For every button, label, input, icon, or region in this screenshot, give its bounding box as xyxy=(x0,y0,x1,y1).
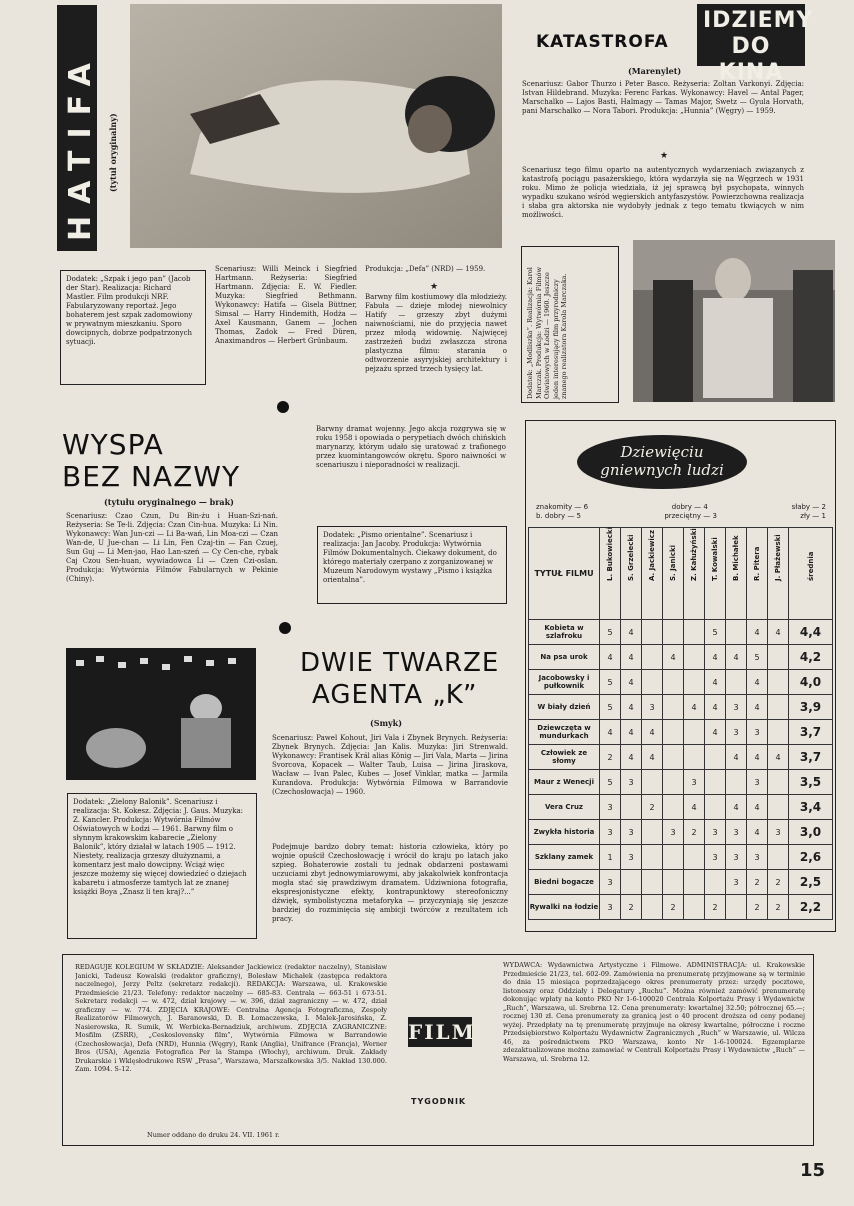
film-logo-subtitle: TYGODNIK xyxy=(411,1097,467,1106)
score-cell xyxy=(684,745,705,770)
hatifa-review: Barwny film kostiumowy dla młodzieży. Fabuła — dzieje młodej niewolnicy Hatify — grzeszy zbyt dużymi naiwnościami, nie do przyjęcia nawet przez młodą widownię. Najwięcej zastrzeżeń budzi zwłaszcza strona plastyczna filmu: starania o odtworzenie asyryjskiej architektury i pejzażu sprzed trzech tysięcy lat. xyxy=(365,293,507,373)
score-cell xyxy=(684,845,705,870)
score-cell: 4 xyxy=(726,795,747,820)
dwie-photo-image xyxy=(66,648,256,780)
star-divider: ★ xyxy=(660,151,669,161)
ratings-row xyxy=(529,895,833,920)
wyspa-credits: Scenariusz: Czao Czun, Du Bin-żu i Huan-Szi-nań. Reżyseria: Se Te-li. Zdjęcia: Czan Cin-hua. Muzyka: Li Nin. Wykonawcy: Wan Jun-czi — Li Ba-wań, Lin Moa-czi — Czan Wan-de, U Jue-chan — Li Lin, Fen Czaj-tin — Fan Czuej, Sun Guj — Li Men-jao, Hao Lan-szeń — Cy Cen-che, rybak Caj Czou Sen-huan, wywiadowca Li — Czen Czi-oslan. Produkcja: Wytwórnia Filmów Fabularnych w Pekinie (Chiny). xyxy=(66,512,278,583)
score-cell: 2 xyxy=(663,895,684,920)
score-cell: 3 xyxy=(705,845,726,870)
score-cell: 3 xyxy=(768,820,789,845)
hatifa-photo-image xyxy=(130,4,502,248)
film-title: Maur z Wenecji xyxy=(529,770,600,795)
score-cell: 3 xyxy=(726,720,747,745)
average-score: 3,7 xyxy=(789,720,833,745)
score-cell: 4 xyxy=(768,620,789,645)
dwie-review: Podejmuje bardzo dobry temat: historia człowieka, który po wojnie opuścił Czechosłowację i wrócił do kraju po latach jako szpieg. Bohaterowie zostali tu jednak obdarzeni postawami uczuciami zbyt jednowymiarowymi, aby jakakolwiek konfrontacja mogła stać się prawdziwym dramatem. Udziwniona fotografia, ekspresjonistyczne efekty, kontrapunktowy stereofoniczny dźwięk, symbolistyczna metaforyka — przyczyniają się jeszcze bardziej do rozminięcia się ambicji twórców z rezultatem ich pracy. xyxy=(272,843,508,923)
score-cell: 3 xyxy=(642,695,663,720)
score-cell: 3 xyxy=(600,820,621,845)
score-cell: 3 xyxy=(621,845,642,870)
score-cell: 4 xyxy=(747,695,768,720)
score-cell: 4 xyxy=(600,720,621,745)
score-cell xyxy=(642,620,663,645)
score-cell: 4 xyxy=(663,645,684,670)
wyspa-title-line1: WYSPA xyxy=(62,428,164,461)
score-cell: 4 xyxy=(621,720,642,745)
film-title: Kobieta w szlafroku xyxy=(529,620,600,645)
ratings-row xyxy=(529,770,833,795)
ratings-row xyxy=(529,720,833,745)
ratings-row xyxy=(529,820,833,845)
score-cell xyxy=(642,770,663,795)
average-score: 3,5 xyxy=(789,770,833,795)
score-cell: 4 xyxy=(621,620,642,645)
wyspa-title-line2: BEZ NAZWY xyxy=(62,460,241,493)
wyspa-addon: Dodatek: „Pismo orientalne”. Scenariusz i realizacja: Jan Jacoby. Produkcja: Wytwórnia Filmów Dokumentalnych. Ciekawy dokument, do którego materiały czerpano z zorganizowanej w Muzeum Narodowym wystawy „Pismo i książka orientalna”. xyxy=(317,526,507,604)
score-cell: 4 xyxy=(621,645,642,670)
score-cell xyxy=(642,895,663,920)
score-cell: 2 xyxy=(768,870,789,895)
dwie-original: (Smyk) xyxy=(370,718,403,728)
ratings-row xyxy=(529,795,833,820)
score-cell xyxy=(726,895,747,920)
bullet-dot xyxy=(277,401,289,413)
badge-text: IDZIEMY DO KINA xyxy=(703,8,814,85)
score-cell: 4 xyxy=(705,670,726,695)
score-cell xyxy=(684,645,705,670)
critic-header: S. Janicki xyxy=(663,528,684,620)
score-cell: 4 xyxy=(705,645,726,670)
katastrofa-photo-image xyxy=(633,240,835,402)
score-cell: 2 xyxy=(621,895,642,920)
katastrofa-original: (Marenylet) xyxy=(628,66,682,76)
ratings-row xyxy=(529,695,833,720)
average-score: 4,2 xyxy=(789,645,833,670)
score-cell: 2 xyxy=(768,895,789,920)
ratings-row xyxy=(529,870,833,895)
score-cell: 3 xyxy=(747,770,768,795)
katastrofa-review: Scenariusz tego filmu oparto na autentycznych wydarzeniach związanych z katastrofą pociągu pasażerskiego, która wydarzyła się na Węgrzech w 1931 roku. Mimo że policja wiedziała, iż jej sprawcą był psychopata, winnych wypadku szukano wśród węgierskich antyfaszystów. Powierzchowna realizacja i słaba gra aktorska nie wydobyły jednak z tego tematu tkwiących w nim możliwości. xyxy=(522,166,804,219)
wyspa-original: (tytułu oryginalnego — brak) xyxy=(104,497,234,507)
score-cell xyxy=(705,795,726,820)
hatifa-title: HATIFA xyxy=(63,51,98,241)
score-cell: 3 xyxy=(726,870,747,895)
dwie-title-line1: DWIE TWARZE xyxy=(300,648,500,678)
critic-header: Z. Kałużyński xyxy=(684,528,705,620)
ratings-row xyxy=(529,670,833,695)
critic-header: T. Kowalski xyxy=(705,528,726,620)
average-score: 3,7 xyxy=(789,745,833,770)
score-cell: 3 xyxy=(726,695,747,720)
bullet-dot xyxy=(279,622,291,634)
score-cell: 2 xyxy=(747,895,768,920)
score-cell xyxy=(642,670,663,695)
katastrofa-addon: Dodatek: „Modliszka”. Realizacja: Karol Marczak. Produkcja: Wytwórnia Filmów Oświatowych w Łodzi — 1960. Jeszcze jeden interesujący film przyrodniczy znanego realizatora Karola Marczaka. xyxy=(526,266,568,399)
wyspa-review: Barwny dramat wojenny. Jego akcja rozgrywa się w roku 1958 i opowiada o perypetiach dwóch chińskich marynarzy, którym udało się uratować z trafionego przez kuomintangowców okrętu. Sporo naiwności w scenariuszu i nieporadności w realizacji. xyxy=(316,425,506,469)
score-cell xyxy=(726,770,747,795)
score-cell xyxy=(768,795,789,820)
score-cell xyxy=(663,670,684,695)
score-cell: 5 xyxy=(600,770,621,795)
dwie-photo xyxy=(66,648,256,780)
score-cell: 5 xyxy=(747,645,768,670)
score-cell: 1 xyxy=(600,845,621,870)
average-score: 3,0 xyxy=(789,820,833,845)
dwie-title-line2: AGENTA „K” xyxy=(312,680,478,710)
average-score: 2,6 xyxy=(789,845,833,870)
score-cell: 4 xyxy=(684,695,705,720)
film-title: Biedni bogacze xyxy=(529,870,600,895)
footer-left: REDAGUJE KOLEGIUM W SKŁADZIE: Aleksander Jackiewicz (redaktor naczelny), Stanisław Janicki, Tadeusz Kowalski (redaktor graficzny), Bolesław Michałek (zastępca redaktora naczelnego), Jerzy Peltz (sekretarz redakcji). REDAKCJA: Warszawa, ul. Krakowskie Przedmieście 21/23. Telefony: redaktor naczelny — 685-83. Centrala — 663-51 i 673-51. Sekretarz redakcji — w. 472, dział krajowy — w. 396, dział zagraniczny — w. 472, dział graficzny — w. 774. ZDJĘCIA KRAJOWE: Centralna Agencja Fotograficzna, Zespoły Realizatorów Filmowych, J. Baranowski, D. B. Łomaczewska, I. Malek-Jarosińska, Z. Nasierowska, R. Sumik, W. Werbicka-Bernadziuk, archiwum. ZDJĘCIA ZAGRANICZNE: Mosfilm (ZSRR), „Ceskoslovensky film”, Wytwórnia Filmowa w Barrandowie (Czechosłowacja), Defa (NRD), Hunnia (Węgry), Rank (Anglia), Unifrance (Francja), Werner Bros (USA), Agenzia Fotografica Per la Stampa (Włochy), archiwum. Druk. Zakłady Drukarskie i Wklęsłodrukowe RSW „Prasa”, Warszawa, Marszałkowska 3/5. Nakład 130.000. Zam. 1094. S-12. xyxy=(75,963,387,1073)
score-cell: 4 xyxy=(726,745,747,770)
hatifa-subtitle: (tytuł oryginalny) xyxy=(108,113,118,192)
hatifa-title-bar xyxy=(57,5,97,251)
hatifa-photo xyxy=(130,4,502,248)
ratings-title-line1: Dziewięciu xyxy=(620,443,704,461)
legend-item: przeciętny — 3 xyxy=(664,512,717,520)
score-cell xyxy=(768,670,789,695)
score-cell: 3 xyxy=(726,820,747,845)
score-cell: 4 xyxy=(747,820,768,845)
ratings-row xyxy=(529,745,833,770)
idziemy-do-kina-badge xyxy=(697,4,814,85)
score-cell: 3 xyxy=(621,820,642,845)
film-title: Człowiek ze słomy xyxy=(529,745,600,770)
hatifa-production: Produkcja: „Defa” (NRD) — 1959. xyxy=(365,265,486,273)
score-cell xyxy=(663,695,684,720)
score-cell: 2 xyxy=(642,795,663,820)
score-cell xyxy=(726,620,747,645)
legend-item: zły — 1 xyxy=(800,512,826,520)
film-title: Szklany zamek xyxy=(529,845,600,870)
score-cell xyxy=(768,720,789,745)
score-cell: 4 xyxy=(621,745,642,770)
score-cell: 4 xyxy=(768,745,789,770)
film-logo xyxy=(408,1017,476,1047)
ratings-panel xyxy=(525,420,836,932)
score-cell xyxy=(726,670,747,695)
ratings-legend xyxy=(536,503,826,521)
film-title: Rywalki na łodzie xyxy=(529,895,600,920)
legend-item: b. dobry — 5 xyxy=(536,512,582,520)
col-avg-header: średnia xyxy=(789,528,833,620)
critic-header: J. Płażewski xyxy=(768,528,789,620)
score-cell: 4 xyxy=(642,720,663,745)
film-title: Dziewczęta w mundurkach xyxy=(529,720,600,745)
score-cell xyxy=(768,770,789,795)
film-title: Na psa urok xyxy=(529,645,600,670)
score-cell xyxy=(642,645,663,670)
star-divider: ★ xyxy=(430,282,439,292)
average-score: 3,9 xyxy=(789,695,833,720)
score-cell xyxy=(663,870,684,895)
score-cell: 4 xyxy=(621,695,642,720)
score-cell xyxy=(684,895,705,920)
score-cell xyxy=(621,870,642,895)
footer-right: WYDAWCA: Wydawnictwa Artystyczne i Filmowe. ADMINISTRACJA: ul. Krakowskie Przedmieście 21/23, tel. 602-09. Zamówienia na prenumeratę przyjmowane są w terminie do dnia 15 miesiąca poprzedzającego okres prenumeraty przez: urzędy pocztowe, listonoszy oraz Oddziały i Delegatury „Ruchu”. Można również zamówić prenumeratę dokonując wpłaty na konto PKO Nr 1-6-100020 Centrala Kolportażu Prasy i Wydawnictw „Ruch”, Warszawa, ul. Srebrna 12. Cena prenumeraty: kwartalnej 32.50; półrocznej 65.—; rocznej 130 zł. Cena prenumeraty za granicą jest o 40 procent droższa od ceny podanej wyżej. Przedpłaty na tę prenumeratę przyjmuje na okresy kwartalne, półroczne i roczne Przedsiębiorstwo Kolportażu Wydawnictw Zagranicznych „Ruch” w Warszawie, ul. Wilcza 46, za pośrednictwem PKO Warszawa, konto Nr 1-6-100024. Egzemplarze zdezaktualizowane można zamawiać w Centrali Kolportażu Prasy i Wydawnictw „Ruch” — Warszawa, ul. Srebrna 12. xyxy=(503,961,805,1063)
score-cell: 4 xyxy=(747,795,768,820)
score-cell xyxy=(663,770,684,795)
footer-left-note: Numer oddano do druku 24. VII. 1961 r. xyxy=(147,1131,280,1139)
score-cell: 2 xyxy=(705,895,726,920)
score-cell xyxy=(768,695,789,720)
average-score: 4,0 xyxy=(789,670,833,695)
score-cell: 3 xyxy=(621,770,642,795)
ratings-header-row xyxy=(529,528,833,620)
score-cell xyxy=(684,720,705,745)
score-cell: 4 xyxy=(726,645,747,670)
dwie-addon: Dodatek: „Zielony Balonik”. Scenariusz i realizacja: St. Kokesz. Zdjęcia: J. Gaus. Muzyka: Z. Kancler. Produkcja: Wytwórnia Filmów Oświatowych w Łodzi — 1961. Barwny film o słynnym krakowskim kabarecie „Zielony Balonik”, który działał w latach 1905 — 1912. Niestety, realizacja grzeszy dłużyznami, a komentarz jest mało dowcipny. Wciąż więc jeszcze możemy się więcej dowiedzieć o dziejach kabaretu i atmosferze tamtych lat ze znanej książki Boya „Znasz li ten kraj?...” xyxy=(67,793,257,939)
ratings-row xyxy=(529,620,833,645)
katastrofa-credits: Scenariusz: Gabor Thurzo i Peter Basco. Reżyseria: Zoltan Varkonyi. Zdjęcia: Istvan Hildebrand. Muzyka: Ferenc Farkas. Wykonawcy: Havel — Antal Pager, Marschalko — Lajos Basti, Halmagy — Tamas Major, Swetz — Gyula Horvath, pani Marschalko — Nora Tabori. Produkcja: „Hunnia” (Węgry) — 1959. xyxy=(522,80,804,115)
film-title: Zwykła historia xyxy=(529,820,600,845)
score-cell: 4 xyxy=(747,620,768,645)
score-cell: 3 xyxy=(663,820,684,845)
score-cell: 3 xyxy=(747,720,768,745)
ratings-row xyxy=(529,645,833,670)
average-score: 2,5 xyxy=(789,870,833,895)
score-cell xyxy=(663,620,684,645)
score-cell xyxy=(663,720,684,745)
score-cell: 5 xyxy=(705,620,726,645)
score-cell xyxy=(642,845,663,870)
ratings-title-oval xyxy=(577,435,747,489)
katastrofa-title: KATASTROFA xyxy=(536,32,669,52)
score-cell xyxy=(684,870,705,895)
score-cell: 2 xyxy=(747,870,768,895)
score-cell xyxy=(663,845,684,870)
score-cell xyxy=(663,795,684,820)
score-cell: 2 xyxy=(600,745,621,770)
score-cell xyxy=(705,870,726,895)
score-cell: 3 xyxy=(684,770,705,795)
score-cell xyxy=(684,670,705,695)
score-cell: 4 xyxy=(684,795,705,820)
critic-header: S. Grzelecki xyxy=(621,528,642,620)
ratings-table xyxy=(528,527,833,920)
critic-header: A. Jackiewicz xyxy=(642,528,663,620)
score-cell: 4 xyxy=(621,670,642,695)
film-logo-text: FILM xyxy=(408,1020,476,1044)
legend-item: słaby — 2 xyxy=(791,503,826,511)
score-cell: 3 xyxy=(726,845,747,870)
average-score: 3,4 xyxy=(789,795,833,820)
film-title: Jacobowsky i pułkownik xyxy=(529,670,600,695)
score-cell xyxy=(642,820,663,845)
score-cell: 3 xyxy=(600,895,621,920)
score-cell xyxy=(642,870,663,895)
film-title: W biały dzień xyxy=(529,695,600,720)
score-cell xyxy=(705,745,726,770)
page-number: 15 xyxy=(800,1160,826,1181)
hatifa-addon: Dodatek: „Szpak i jego pan” (Jacob der Star). Realizacja: Richard Mastler. Film produkcji NRF. Fabularyzowany reportaż. Jego bohaterem jest szpak zadomowiony w prywatnym mieszkaniu. Sporo dowcipnych, dobrze podpatrzonych sytuacji. xyxy=(60,270,206,385)
score-cell: 3 xyxy=(600,795,621,820)
score-cell xyxy=(768,845,789,870)
score-cell xyxy=(768,645,789,670)
average-score: 4,4 xyxy=(789,620,833,645)
score-cell: 4 xyxy=(747,745,768,770)
film-title: Vera Cruz xyxy=(529,795,600,820)
legend-item: znakomity — 6 xyxy=(536,503,589,511)
score-cell: 4 xyxy=(600,645,621,670)
score-cell xyxy=(684,620,705,645)
score-cell xyxy=(621,795,642,820)
score-cell: 4 xyxy=(705,695,726,720)
score-cell xyxy=(663,745,684,770)
katastrofa-addon-box xyxy=(521,246,619,403)
score-cell: 2 xyxy=(684,820,705,845)
average-score: 2,2 xyxy=(789,895,833,920)
ratings-row xyxy=(529,845,833,870)
score-cell: 5 xyxy=(600,695,621,720)
score-cell: 5 xyxy=(600,670,621,695)
katastrofa-photo xyxy=(633,240,835,402)
score-cell: 3 xyxy=(600,870,621,895)
score-cell: 4 xyxy=(642,745,663,770)
critic-header: L. Bukowiecki xyxy=(600,528,621,620)
score-cell: 4 xyxy=(705,720,726,745)
legend-item: dobry — 4 xyxy=(671,503,708,511)
dwie-credits: Scenariusz: Pawel Kohout, Jiri Vala i Zbynek Brynych. Reżyseria: Zbynek Brynych. Zdjęcia: Jan Kalis. Muzyka: Jiri Strenwald. Wykonawcy: Frantisek Král alias König — Jiri Vala, Marta — Jirina Svorcova, Kopacek — Walter Taub, Luisa — Jirina Jiraskova, Wacław — Ivan Palec, Kubes — Josef Vinklar, matka — Jarmila Kurandova. Produkcja: Wytwórnia Filmowa w Barrandovie (Czechosłowacja) — 1960. xyxy=(272,734,508,796)
ratings-title-line2: gniewnych ludzi xyxy=(600,461,724,479)
score-cell: 4 xyxy=(747,670,768,695)
score-cell: 5 xyxy=(600,620,621,645)
score-cell xyxy=(705,770,726,795)
footer-panel xyxy=(62,954,814,1146)
col-film-header: TYTUŁ FILMU xyxy=(529,528,600,620)
critic-header: B. Michałek xyxy=(726,528,747,620)
hatifa-credits: Scenariusz: Willi Meinck i Siegfried Hartmann. Reżyseria: Siegfried Hartmann. Zdjęcia: E. W. Fiedler. Muzyka: Siegfried Bethmann. Wykonawcy: Hatifa — Gisela Büttner, Simsal — Harry Hindemith, Hodża — Axel Kausmann, Ganem — Jochen Thomas, Zadok — Fred Düren, Anaximandros — Herbert Grünbaum. xyxy=(215,265,357,345)
score-cell: 3 xyxy=(705,820,726,845)
score-cell: 3 xyxy=(747,845,768,870)
critic-header: R. Pitera xyxy=(747,528,768,620)
